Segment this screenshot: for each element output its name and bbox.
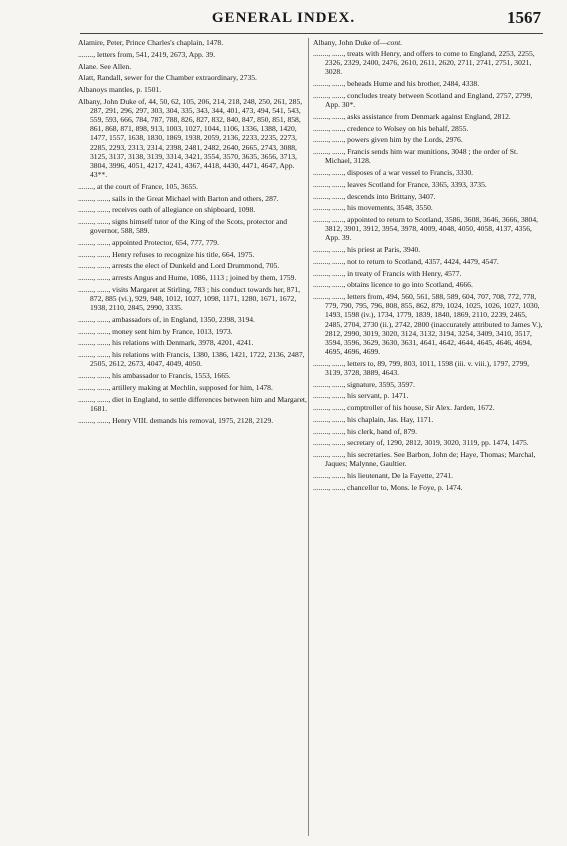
index-entry: ........, ......, artillery making at Mechlin, supposed for him, 1478. (78, 382, 273, 392)
index-entry: ........, ......, letters from, 494, 560, 561, 588, 589, 604, 707, 708, 772, 778, 779, 790, 795, 796, 808, 855, 862, 879, 1024, 1025, 1026, 1027, 1030, 1493, 1598 (iv.), 1734, 1779, 1839, 1840, 1869, 2110, 2239, 2465, 2485, 2704, 2730 (ii.), 2742, 2800 (inaccurately attributed to James V.), 2812, 2990, 3019, 3020, 3124, 3132, 3194, 3254, 3409, 3410, 3517, 3594, 3596, 3629, 3630, 3631, 4641, 4642, 4644, 4645, 4646, 4694, 4695, 4696, 4699. (313, 292, 543, 357)
index-entry: ........, ......, descends into Brittany, 3407. (313, 191, 436, 201)
index-entry: ........, ......, his servant, p. 1471. (313, 391, 409, 401)
index-entry: ........, ......, his secretaries. See Barbon, John de; Haye, Thomas; Marchal, Jaques; Malynne, Gaultier. (313, 450, 536, 469)
index-entry: ........, ......, arrests Angus and Hume, 1086, 1113 ; joined by them, 1759. (78, 273, 297, 283)
index-entry: ........, ......, Henry refuses to recognize his title, 664, 1975. (78, 249, 255, 259)
index-entry: ........, at the court of France, 105, 3655. (78, 181, 198, 191)
running-title: GENERAL INDEX. (211, 10, 356, 26)
index-entry: ........, ......, disposes of a war vessel to Francis, 3330. (313, 168, 474, 178)
continued-heading-name: Albany, John Duke of— (313, 38, 388, 47)
continued-heading-cont: cont. (387, 38, 403, 47)
index-entry: ........, ......, Francis sends him war munitions, 3048 ; the order of St. Michael, 3128. (313, 147, 519, 166)
index-entry: ........, ......, ambassadors of, in England, 1350, 2398, 3194. (78, 314, 255, 324)
continued-heading (313, 38, 543, 47)
index-entry: Alatt, Randall, sewer for the Chamber extraordinary, 2735. (78, 73, 257, 83)
index-entry: ........, ......, beheads Hume and his brother, 2484, 4338. (313, 79, 480, 89)
index-column-right (313, 38, 543, 495)
page-header (0, 0, 567, 34)
index-entry: ........, ......, chancellor to, Mons. le Foye, p. 1474. (313, 482, 463, 492)
index-entry: ........, ......, signature, 3595, 3597. (313, 379, 415, 389)
index-entry: ........, ......, comptroller of his house, Sir Alex. Jarden, 1672. (313, 403, 495, 413)
index-entry: ........, ......, sails in the Great Michael with Barton and others, 287. (78, 193, 279, 203)
index-entry: ........, ......, not to return to Scotland, 4357, 4424, 4479, 4547. (313, 256, 499, 266)
index-entry: ........, ......, leaves Scotland for France, 3365, 3393, 3735. (313, 179, 487, 189)
index-entry: Alane. See Allen. (78, 61, 132, 71)
index-entry: ........, ......, treats with Henry, and offers to come to England, 2253, 2255, 2326, 2329, 2400, 2476, 2610, 2611, 2620, 2711, 2741, 2751, 3021, 3028. (313, 49, 535, 77)
index-column-left (78, 38, 308, 427)
index-entry: ........, ......, his clerk, hand of, 879. (313, 426, 417, 436)
index-entry: ........, ......, obtains licence to go into Scotland, 4666. (313, 280, 473, 290)
index-entry: ........, ......, his relations with Francis, 1380, 1386, 1421, 1722, 2136, 2487, 2505, 2612, 2673, 4047, 4049, 4050. (78, 350, 305, 369)
index-entry: ........, ......, signs himself tutor of the King of the Scots, protector and governor, 588, 589. (78, 217, 288, 236)
index-entry: Albany, John Duke of, 44, 50, 62, 105, 206, 214, 218, 248, 250, 261, 285, 287, 291, 296, 297, 303, 304, 335, 343, 344, 401, 473, 494, 541, 543, 559, 593, 666, 784, 787, 788, 826, 827, 832, 840, 847, 850, 851, 858, 861, 868, 871, 898, 913, 1003, 1027, 1044, 1106, 1336, 1388, 1420, 1477, 1557, 1638, 1830, 1869, 1938, 2059, 2136, 2233, 2235, 2273, 2285, 2293, 2313, 2314, 2398, 2481, 2482, 2640, 2665, 2743, 3088, 3125, 3137, 3138, 3139, 3314, 3421, 3554, 3570, 3635, 3656, 3713, 3804, 3996, 4051, 4217, 4241, 4367, 4418, 4430, 4471, 4647, App. 43**. (78, 96, 303, 179)
index-entry: ........, ......, arrests the elect of Dunkeld and Lord Drummond, 705. (78, 261, 280, 271)
header-rule (80, 33, 543, 34)
page-number: 1567 (507, 8, 541, 27)
index-entry: ........, ......, money sent him by France, 1013, 1973. (78, 326, 233, 336)
index-entry: ........, ......, secretary of, 1290, 2812, 3019, 3020, 3119, pp. 1474, 1475. (313, 438, 529, 448)
index-entry: ........, ......, credence to Wolsey on his behalf, 2855. (313, 123, 469, 133)
index-entry: ........, ......, diet in England, to settle differences between him and Margaret, 1681. (78, 394, 307, 413)
index-entry: ........, ......, his priest at Paris, 3940. (313, 245, 421, 255)
index-entry: Albanoys mantles, p. 1501. (78, 85, 162, 94)
index-entry: ........, ......, appointed Protector, 654, 777, 779. (78, 237, 220, 247)
index-entry: ........, letters from, 541, 2419, 2673, App. 39. (78, 49, 216, 59)
index-entry: ........, ......, concludes treaty between Scotland and England, 2757, 2799, App. 30*. (313, 90, 533, 110)
index-entry: ........, ......, his relations with Denmark, 3978, 4201, 4241. (78, 338, 254, 348)
index-entry: ........, ......, in treaty of Francis with Henry, 4577. (313, 268, 462, 278)
index-entry: ........, ......, his lieutenant, De la Fayette, 2741. (313, 471, 454, 481)
index-entry: ........, ......, Henry VIII. demands his removal, 1975, 2128, 2129. (78, 415, 274, 425)
index-entry: Alamire, Peter, Prince Charles's chaplain, 1478. (78, 38, 224, 47)
index-entry: ........, ......, appointed to return to Scotland, 3586, 3608, 3646, 3666, 3804, 3812, 3901, 3912, 3954, 3978, 4009, 4048, 4050, 4058, 4137, 4356, App. 39. (313, 215, 539, 243)
index-entry: ........, ......, asks assistance from Denmark against England, 2812. (313, 111, 511, 121)
index-entry: ........, ......, visits Margaret at Stirling, 783 ; his conduct towards her, 871, 872, 885 (vi.), 929, 948, 1012, 1027, 1098, 1171, 1280, 1671, 1672, 1938, 2110, 2845, 2990, 3335. (78, 284, 301, 313)
index-entry: ........, ......, letters to, 89, 799, 803, 1011, 1598 (iii. v. viii.), 1797, 2799, 3139, 3728, 3889, 4643. (313, 358, 530, 377)
index-entry: ........, ......, his chaplain, Jas. Hay, 1171. (313, 414, 434, 424)
column-divider (308, 38, 309, 836)
index-entry: ........, ......, receives oath of allegiance on shipboard, 1098. (78, 205, 256, 215)
index-entry: ........, ......, powers given him by the Lords, 2976. (313, 135, 463, 145)
index-entry: ........, ......, his ambassador to Francis, 1553, 1665. (78, 371, 231, 381)
index-entry: ........, ......, his movements, 3548, 3550. (313, 203, 433, 213)
